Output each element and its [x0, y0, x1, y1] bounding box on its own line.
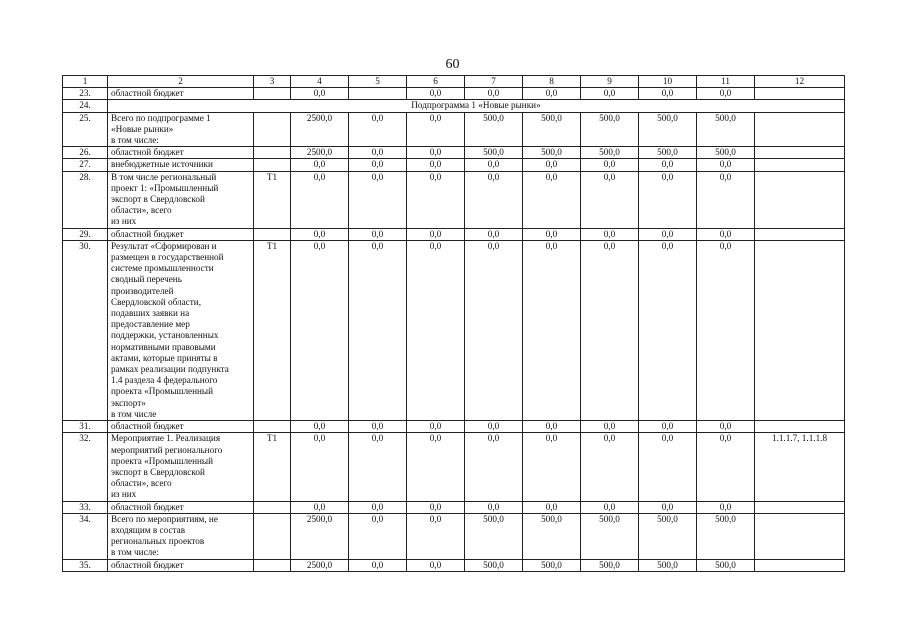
- row-number: 29.: [63, 228, 108, 240]
- value-cell: 0,0: [523, 159, 581, 171]
- value-cell: 0,0: [291, 433, 349, 501]
- value-cell: 0,0: [697, 228, 755, 240]
- value-cell: 0,0: [291, 171, 349, 228]
- row-code: [254, 147, 291, 159]
- value-cell: 0,0: [639, 421, 697, 433]
- row-code: [254, 513, 291, 559]
- table-row: [63, 501, 845, 513]
- value-cell: 0,0: [349, 513, 407, 559]
- subprogram-row: [63, 100, 845, 112]
- table-body: [63, 76, 845, 572]
- value-cell: 0,0: [697, 501, 755, 513]
- value-cell: 0,0: [465, 240, 523, 420]
- column-header: 2: [108, 76, 254, 88]
- row-note: [755, 240, 845, 420]
- row-number: 31.: [63, 421, 108, 433]
- row-description: Мероприятие 1. Реализация мероприятий регионального проекта «Промышленный экспорт в Свердловской области», всего из них: [108, 433, 254, 501]
- row-note: [755, 513, 845, 559]
- row-number: 34.: [63, 513, 108, 559]
- value-cell: 2500,0: [291, 147, 349, 159]
- value-cell: 0,0: [697, 171, 755, 228]
- value-cell: 500,0: [523, 112, 581, 147]
- row-note: [755, 501, 845, 513]
- table-row: [63, 147, 845, 159]
- column-header: 9: [581, 76, 639, 88]
- value-cell: 500,0: [465, 112, 523, 147]
- row-code: [254, 501, 291, 513]
- value-cell: 0,0: [697, 88, 755, 100]
- value-cell: 2500,0: [291, 513, 349, 559]
- table-row: [63, 112, 845, 147]
- row-description: областной бюджет: [108, 88, 254, 100]
- row-description: Всего по подпрограмме 1 «Новые рынки» в том числе:: [108, 112, 254, 147]
- row-code: Т1: [254, 433, 291, 501]
- row-note: [755, 147, 845, 159]
- row-description: внебюджетные источники: [108, 159, 254, 171]
- value-cell: 0,0: [407, 228, 465, 240]
- subprogram-title: Подпрограмма 1 «Новые рынки»: [108, 100, 845, 112]
- value-cell: 500,0: [639, 112, 697, 147]
- column-header: 4: [291, 76, 349, 88]
- value-cell: 0,0: [639, 159, 697, 171]
- value-cell: 0,0: [291, 501, 349, 513]
- value-cell: 0,0: [349, 228, 407, 240]
- value-cell: 2500,0: [291, 112, 349, 147]
- value-cell: 500,0: [639, 513, 697, 559]
- value-cell: 2500,0: [291, 559, 349, 571]
- value-cell: 500,0: [465, 559, 523, 571]
- row-code: [254, 88, 291, 100]
- value-cell: [349, 88, 407, 100]
- value-cell: 500,0: [581, 513, 639, 559]
- value-cell: 0,0: [581, 240, 639, 420]
- column-header: 10: [639, 76, 697, 88]
- row-number: 33.: [63, 501, 108, 513]
- table-row: [63, 171, 845, 228]
- value-cell: 0,0: [407, 159, 465, 171]
- table-row: [63, 88, 845, 100]
- value-cell: 500,0: [523, 513, 581, 559]
- row-note: [755, 88, 845, 100]
- row-number: 23.: [63, 88, 108, 100]
- value-cell: 0,0: [639, 240, 697, 420]
- value-cell: 500,0: [639, 147, 697, 159]
- value-cell: 500,0: [523, 147, 581, 159]
- row-number: 26.: [63, 147, 108, 159]
- column-header: 8: [523, 76, 581, 88]
- value-cell: 0,0: [349, 240, 407, 420]
- value-cell: 0,0: [523, 240, 581, 420]
- value-cell: 0,0: [523, 433, 581, 501]
- value-cell: 500,0: [697, 147, 755, 159]
- value-cell: 0,0: [407, 559, 465, 571]
- value-cell: 0,0: [407, 112, 465, 147]
- row-description: областной бюджет: [108, 421, 254, 433]
- budget-table: [62, 75, 845, 572]
- value-cell: 500,0: [523, 559, 581, 571]
- table-row: [63, 513, 845, 559]
- value-cell: 0,0: [407, 88, 465, 100]
- row-code: Т1: [254, 240, 291, 420]
- column-header: 1: [63, 76, 108, 88]
- value-cell: 0,0: [349, 159, 407, 171]
- value-cell: 0,0: [523, 88, 581, 100]
- value-cell: 0,0: [291, 159, 349, 171]
- row-number: 30.: [63, 240, 108, 420]
- value-cell: 0,0: [407, 501, 465, 513]
- value-cell: 500,0: [465, 147, 523, 159]
- row-description: областной бюджет: [108, 147, 254, 159]
- value-cell: 0,0: [349, 147, 407, 159]
- value-cell: 0,0: [465, 421, 523, 433]
- table-row: [63, 421, 845, 433]
- value-cell: 0,0: [639, 433, 697, 501]
- row-number: 28.: [63, 171, 108, 228]
- column-header: 12: [755, 76, 845, 88]
- value-cell: 0,0: [523, 421, 581, 433]
- column-header: 7: [465, 76, 523, 88]
- row-number: 27.: [63, 159, 108, 171]
- value-cell: 0,0: [349, 501, 407, 513]
- value-cell: 0,0: [349, 421, 407, 433]
- value-cell: 0,0: [639, 171, 697, 228]
- value-cell: 0,0: [349, 171, 407, 228]
- row-description: областной бюджет: [108, 559, 254, 571]
- row-number: 25.: [63, 112, 108, 147]
- value-cell: 0,0: [523, 501, 581, 513]
- value-cell: 0,0: [581, 421, 639, 433]
- value-cell: 0,0: [349, 559, 407, 571]
- value-cell: 0,0: [407, 421, 465, 433]
- column-header: 3: [254, 76, 291, 88]
- row-description: областной бюджет: [108, 228, 254, 240]
- value-cell: 500,0: [581, 559, 639, 571]
- value-cell: 0,0: [697, 433, 755, 501]
- value-cell: 0,0: [581, 171, 639, 228]
- value-cell: 500,0: [639, 559, 697, 571]
- value-cell: 0,0: [639, 228, 697, 240]
- value-cell: 0,0: [291, 421, 349, 433]
- value-cell: 0,0: [407, 513, 465, 559]
- value-cell: 0,0: [639, 88, 697, 100]
- row-code: [254, 421, 291, 433]
- row-note: 1.1.1.7, 1.1.1.8: [755, 433, 845, 501]
- row-description: Результат «Сформирован и размещен в государственной системе промышленности сводный перечень производителей Свердловской области, подавших заявки на предоставление мер поддержки, установленных нормативными правовыми актами, которые приняты в рамках реализации подпункта 1.4 раздела 4 федерального проекта «Промышленный экспорт» в том числе: [108, 240, 254, 420]
- page-number: 60: [445, 57, 460, 72]
- table-row: [63, 433, 845, 501]
- row-description: Всего по мероприятиям, не входящим в состав региональных проектов в том числе:: [108, 513, 254, 559]
- value-cell: 500,0: [581, 147, 639, 159]
- row-description: областной бюджет: [108, 501, 254, 513]
- value-cell: 0,0: [291, 228, 349, 240]
- row-code: [254, 228, 291, 240]
- value-cell: 0,0: [581, 228, 639, 240]
- row-note: [755, 159, 845, 171]
- column-header: 5: [349, 76, 407, 88]
- value-cell: 0,0: [407, 240, 465, 420]
- value-cell: 0,0: [639, 501, 697, 513]
- row-description: В том числе региональный проект 1: «Промышленный экспорт в Свердловской области», всего из них: [108, 171, 254, 228]
- value-cell: 0,0: [465, 433, 523, 501]
- value-cell: 0,0: [465, 228, 523, 240]
- table-row: [63, 559, 845, 571]
- value-cell: 0,0: [349, 433, 407, 501]
- row-note: [755, 421, 845, 433]
- value-cell: 0,0: [523, 228, 581, 240]
- value-cell: 0,0: [697, 240, 755, 420]
- value-cell: 500,0: [697, 559, 755, 571]
- value-cell: 0,0: [465, 501, 523, 513]
- value-cell: 500,0: [465, 513, 523, 559]
- value-cell: 0,0: [581, 433, 639, 501]
- value-cell: 0,0: [697, 159, 755, 171]
- value-cell: 0,0: [697, 421, 755, 433]
- table-row: [63, 240, 845, 420]
- value-cell: 0,0: [291, 240, 349, 420]
- value-cell: 0,0: [581, 501, 639, 513]
- row-code: [254, 159, 291, 171]
- value-cell: 0,0: [465, 88, 523, 100]
- value-cell: 500,0: [697, 112, 755, 147]
- table-row: [63, 159, 845, 171]
- value-cell: 0,0: [581, 88, 639, 100]
- header-row: [63, 76, 845, 88]
- row-number: 35.: [63, 559, 108, 571]
- value-cell: 0,0: [523, 171, 581, 228]
- row-note: [755, 112, 845, 147]
- row-note: [755, 559, 845, 571]
- value-cell: 0,0: [465, 159, 523, 171]
- value-cell: 0,0: [581, 159, 639, 171]
- value-cell: 0,0: [349, 112, 407, 147]
- value-cell: 0,0: [407, 171, 465, 228]
- column-header: 6: [407, 76, 465, 88]
- row-number: 32.: [63, 433, 108, 501]
- row-number: 24.: [63, 100, 108, 112]
- table-row: [63, 228, 845, 240]
- value-cell: 0,0: [407, 433, 465, 501]
- column-header: 11: [697, 76, 755, 88]
- value-cell: 500,0: [697, 513, 755, 559]
- row-note: [755, 171, 845, 228]
- value-cell: 0,0: [465, 171, 523, 228]
- value-cell: 500,0: [581, 112, 639, 147]
- row-code: [254, 559, 291, 571]
- row-note: [755, 228, 845, 240]
- value-cell: 0,0: [291, 88, 349, 100]
- row-code: Т1: [254, 171, 291, 228]
- value-cell: 0,0: [407, 147, 465, 159]
- row-code: [254, 112, 291, 147]
